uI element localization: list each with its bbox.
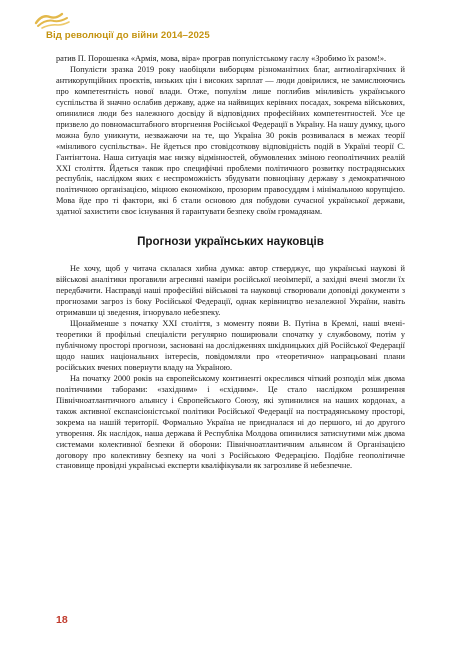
running-header: Від революції до війни 2014–2025 bbox=[46, 30, 210, 41]
page-body bbox=[56, 54, 405, 472]
section-heading: Прогнози українських науковців bbox=[137, 235, 324, 249]
body-paragraph: Щонайменше з початку ХХІ століття, з моменту появи В. Путіна в Кремлі, наші вчені-теоретики й профільні спеціалісти регулярно поширювали спочатку у службовому, потім у публічному просторі прогнози, засновані на дослідженнях шкідницьких дій Російської Федерації щодо наших національних інтересів, повідомляли про «теоретично» напрацьовані плани російських вчених повернути владу на Україною. bbox=[56, 319, 405, 372]
body-paragraph: ратив П. Порошенка «Армія, мова, віра» програв популістському гаслу «Зробимо їх разом!». bbox=[56, 54, 387, 63]
body-paragraph: На початку 2000 років на європейському континенті окреслився чіткий розподіл між двома політичними таборами: «західним» і «східним». Це стало наслідком розширення Північноатлантичного альянсу і Європейського Союзу, які зупинилися на наших кордонах, а також активної експансіоністської політики Російської Федерації на пострадянському просторі, зокрема на нашій території. Формально Україна не приєдналася ні до першого, ні до другого утворення. Як наслідок, наша держава й Республіка Молдова опинилися затиснутими між двома системами колективної безпеки й оборони: Північноатлантичним альянсом й Організацією договору про колективну безпеку на чолі з Російською Федерацією. Подібне геополітичне становище провідні українські експерти кваліфікували як загрозливе й небезпечне. bbox=[56, 373, 405, 471]
book-series-logo-icon bbox=[32, 10, 72, 30]
body-paragraph: Популісти зразка 2019 року наобіцяли виборцям різноманітних благ, антиолігархічних й антикорупційних проєктів, низьких цін і високих зарплат — люди довірилися, не замислюючись про компетентність нової влади. Отже, популізм лише поглибив мінливість українського суспільства й значно ослабив державу, адже на найвищих керівних посадах, зокрема військових, опинилися люди без належного досвіду й відповідних професійних компетентностей. Усе це призвело до повномасштабного вторгнення Російської Федерації в Україну. На нашу думку, цього можна було уникнути, незважаючи на те, що Україна 30 років розвивалася в межах теорії «мінливого суспільства». Не йдеться про стовідсоткову відповідність подій в Україні теорії С. Гантінгтона. Наша ситуація має низку відмінностей, обумовлених зміною геополітичних реалій ХХІ століття. Йдеться також про специфічні проблеми політичного розвитку пострадянських республік, наслідком яких є неспроможність збудувати повноцінну державу з демократичною політичною організацією, міцною економікою, прозорим правосуддям і мінімальною корупцією. Мова йде про ті фактори, які б стали основою для побудови сучасної української держави, здатної захистити своє існування й гарантувати безпеку своїм громадянам. bbox=[56, 64, 405, 217]
body-paragraph: Не хочу, щоб у читача склалася хибна думка: автор стверджує, що українські наукові й військові аналітики прогавили агресивні наміри російської неоімперії, а західні вчені змогли їх передбачити. Насправді наші професійні військові та науковці створювали доповіді документи з прогнозами загроз із боку Російської Федерації, однак керівництво незалежної України, навіть отримавши ці зведення, ігнорувало небезпеку. bbox=[56, 264, 405, 318]
page-number: 18 bbox=[56, 614, 68, 626]
